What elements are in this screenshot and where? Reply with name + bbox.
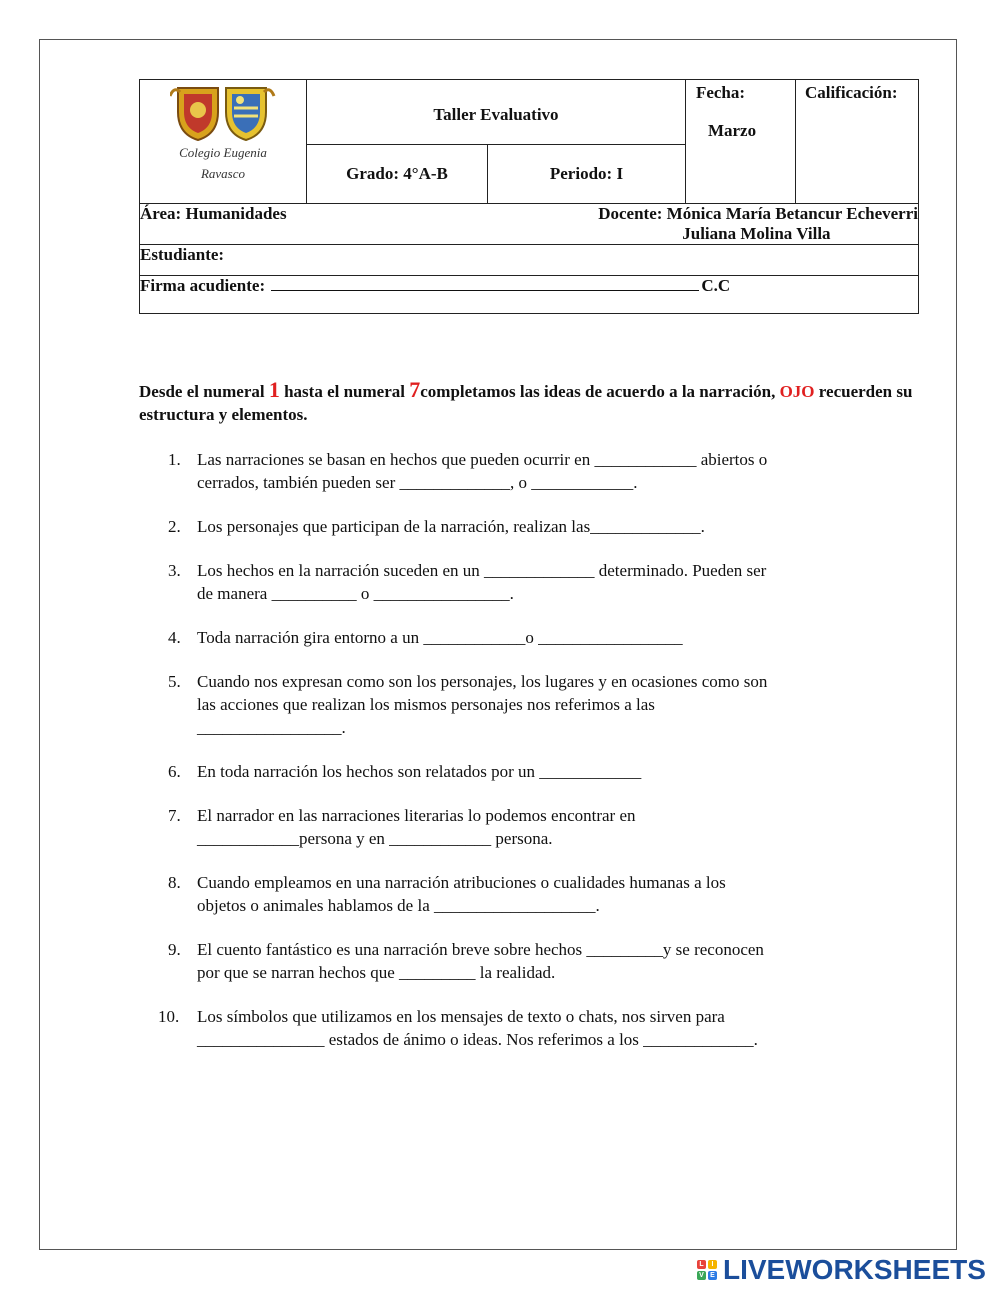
period: Periodo: I — [549, 164, 624, 183]
instructions-part3: completamos las ideas de acuerdo a la narración, — [420, 382, 780, 401]
signature-row[interactable] — [140, 276, 919, 314]
question-text: _________________. — [197, 718, 346, 737]
area-row — [140, 204, 919, 245]
question-number: 8. — [168, 873, 181, 892]
title-cell — [307, 80, 686, 145]
liveworksheets-logo — [697, 1255, 986, 1285]
school-crest-icon — [170, 82, 280, 142]
question-text: de manera __________ o ________________. — [197, 584, 514, 603]
question-item[interactable] — [168, 559, 888, 605]
student-row[interactable] — [140, 245, 919, 276]
liveworksheets-mark-icon — [697, 1260, 717, 1280]
question-text: objetos o animales hablamos de la ___________________. — [197, 896, 600, 915]
signature-line[interactable] — [271, 276, 699, 291]
question-item[interactable] — [158, 1005, 888, 1051]
question-text: _______________ estados de ánimo o ideas. Nos referimos a los _____________. — [197, 1030, 758, 1049]
question-text: por que se narran hechos que _________ la realidad. — [197, 963, 556, 982]
question-text: El narrador en las narraciones literarias lo podemos encontrar en — [197, 806, 636, 825]
question-item[interactable] — [168, 760, 888, 783]
question-number: 5. — [168, 672, 181, 691]
question-text: Los personajes que participan de la narración, realizan las_____________. — [197, 517, 705, 536]
question-text: cerrados, también pueden ser _____________, o ____________. — [197, 473, 638, 492]
grade-cell — [795, 80, 918, 204]
question-item[interactable] — [168, 938, 888, 984]
grade-level: Grado: 4°A-B — [346, 164, 448, 183]
date-cell — [685, 80, 795, 204]
question-list — [158, 448, 888, 1072]
school-name — [140, 142, 306, 184]
instructions-part1: Desde el numeral — [139, 382, 269, 401]
question-item[interactable] — [168, 448, 888, 494]
area: Área: Humanidades — [140, 204, 287, 223]
teacher-line2: Juliana Molina Villa — [682, 224, 831, 243]
liveworksheets-text: LIVEWORKSHEETS — [723, 1254, 986, 1285]
question-number: 10. — [158, 1007, 180, 1026]
brand-mark-letter: E — [708, 1271, 717, 1280]
question-number: 4. — [168, 628, 181, 647]
question-number: 9. — [168, 940, 181, 959]
question-text: En toda narración los hechos son relatados por un ____________ — [197, 762, 642, 781]
grade-label: Calificación: — [804, 83, 898, 102]
question-number: 3. — [168, 561, 181, 580]
question-text: Cuando empleamos en una narración atribuciones o cualidades humanas a los — [197, 873, 726, 892]
question-number: 7. — [168, 806, 181, 825]
instructions-num1: 1 — [268, 377, 280, 402]
question-number: 1. — [168, 450, 181, 469]
brand-mark-letter: I — [708, 1260, 717, 1269]
instructions — [139, 378, 919, 426]
question-text: Toda narración gira entorno a un ____________o _________________ — [197, 628, 683, 647]
signature-label: Firma acudiente: — [140, 276, 266, 295]
teacher — [598, 204, 918, 244]
teacher-line1: Docente: Mónica María Betancur Echeverri — [598, 204, 918, 223]
page-title: Taller Evaluativo — [433, 105, 559, 124]
date-value: Marzo — [707, 121, 757, 140]
header-table — [139, 79, 919, 314]
question-text: Las narraciones se basan en hechos que pueden ocurrir en ____________ abiertos o — [197, 450, 768, 469]
school-name-line1: Colegio Eugenia — [179, 145, 267, 160]
grade-level-cell — [307, 145, 488, 204]
brand-mark-letter: L — [697, 1260, 706, 1269]
question-text: El cuento fantástico es una narración breve sobre hechos _________y se reconocen — [197, 940, 764, 959]
instructions-part4: recuerden su estructura y elementos. — [139, 382, 913, 424]
question-text: Los hechos en la narración suceden en un _____________ determinado. Pueden ser — [197, 561, 767, 580]
question-item[interactable] — [168, 804, 888, 850]
student-label: Estudiante: — [140, 245, 225, 264]
question-text: Cuando nos expresan como son los personajes, los lugares y en ocasiones como son — [197, 672, 768, 691]
question-item[interactable] — [168, 626, 888, 649]
date-label: Fecha: — [695, 83, 746, 102]
signature-suffix: C.C — [701, 276, 731, 295]
question-item[interactable] — [168, 515, 888, 538]
question-item[interactable] — [168, 670, 888, 739]
question-number: 2. — [168, 517, 181, 536]
question-text: Los símbolos que utilizamos en los mensajes de texto o chats, nos sirven para — [197, 1007, 725, 1026]
question-text: las acciones que realizan los mismos personajes nos referimos a las — [197, 695, 655, 714]
question-text: ____________persona y en ____________ persona. — [197, 829, 553, 848]
question-number: 6. — [168, 762, 181, 781]
instructions-part2: hasta el numeral — [279, 382, 410, 401]
period-cell — [488, 145, 686, 204]
brand-mark-letter: V — [697, 1271, 706, 1280]
school-logo-cell — [140, 80, 307, 204]
school-name-line2: Ravasco — [200, 166, 246, 181]
instructions-warning: OJO — [779, 382, 815, 401]
instructions-num2: 7 — [409, 377, 421, 402]
question-item[interactable] — [168, 871, 888, 917]
